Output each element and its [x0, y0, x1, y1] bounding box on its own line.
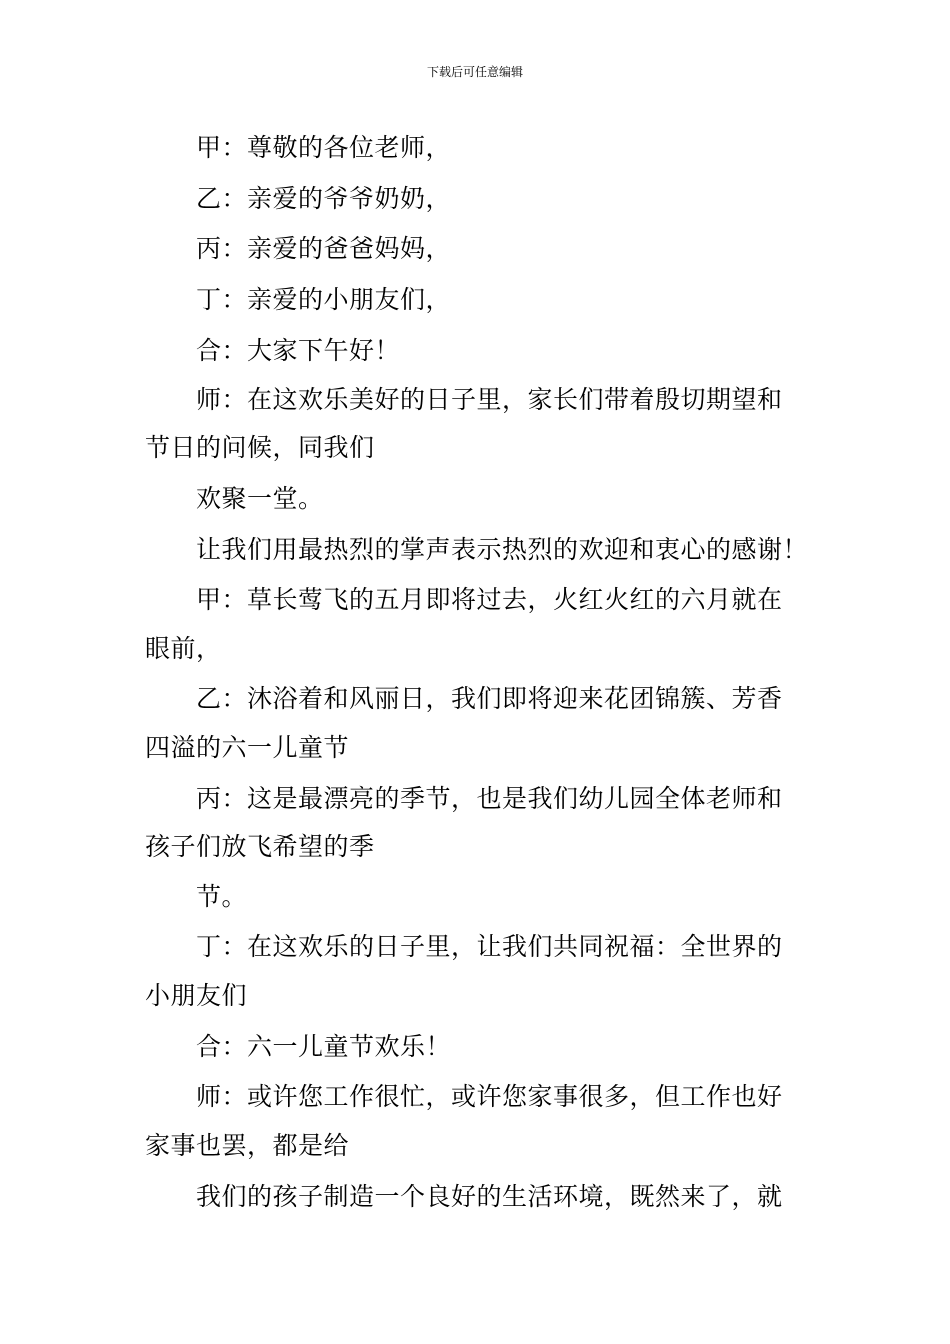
text-line: 丙：这是最漂亮的季节，也是我们幼儿园全体老师和 [196, 784, 783, 813]
text-line: 家事也罢，都是给 [145, 1131, 350, 1160]
text-line: 让我们用最热烈的掌声表示热烈的欢迎和衷心的感谢！ [196, 535, 809, 564]
text-line: 甲：尊敬的各位老师， [196, 133, 452, 162]
text-line: 丁：在这欢乐的日子里，让我们共同祝福：全世界的 [196, 932, 783, 961]
page-header: 下载后可任意编辑 [426, 65, 523, 79]
text-line: 欢聚一堂。 [196, 484, 324, 513]
text-line: 师：在这欢乐美好的日子里，家长们带着殷切期望和 [196, 385, 783, 414]
text-line: 丁：亲爱的小朋友们， [196, 285, 452, 314]
text-line: 甲：草长莺飞的五月即将过去，火红火红的六月就在 [196, 585, 783, 614]
text-line: 小朋友们 [145, 981, 248, 1010]
text-line: 合：六一儿童节欢乐！ [196, 1032, 452, 1061]
text-line: 节。 [196, 882, 248, 911]
text-line: 乙：亲爱的爷爷奶奶， [196, 184, 452, 213]
text-line: 孩子们放飞希望的季 [145, 832, 375, 861]
text-line: 四溢的六一儿童节 [145, 733, 350, 762]
text-line: 师：或许您工作很忙，或许您家事很多，但工作也好 [196, 1082, 783, 1111]
text-line: 丙：亲爱的爸爸妈妈， [196, 234, 452, 263]
text-line: 眼前， [145, 634, 222, 663]
text-line: 合：大家下午好！ [196, 336, 401, 365]
text-line: 节日的问候，同我们 [145, 433, 375, 462]
text-line: 我们的孩子制造一个良好的生活环境，既然来了，就 [196, 1182, 783, 1211]
text-line: 乙：沐浴着和风丽日，我们即将迎来花团锦簇、芳香 [196, 684, 783, 713]
